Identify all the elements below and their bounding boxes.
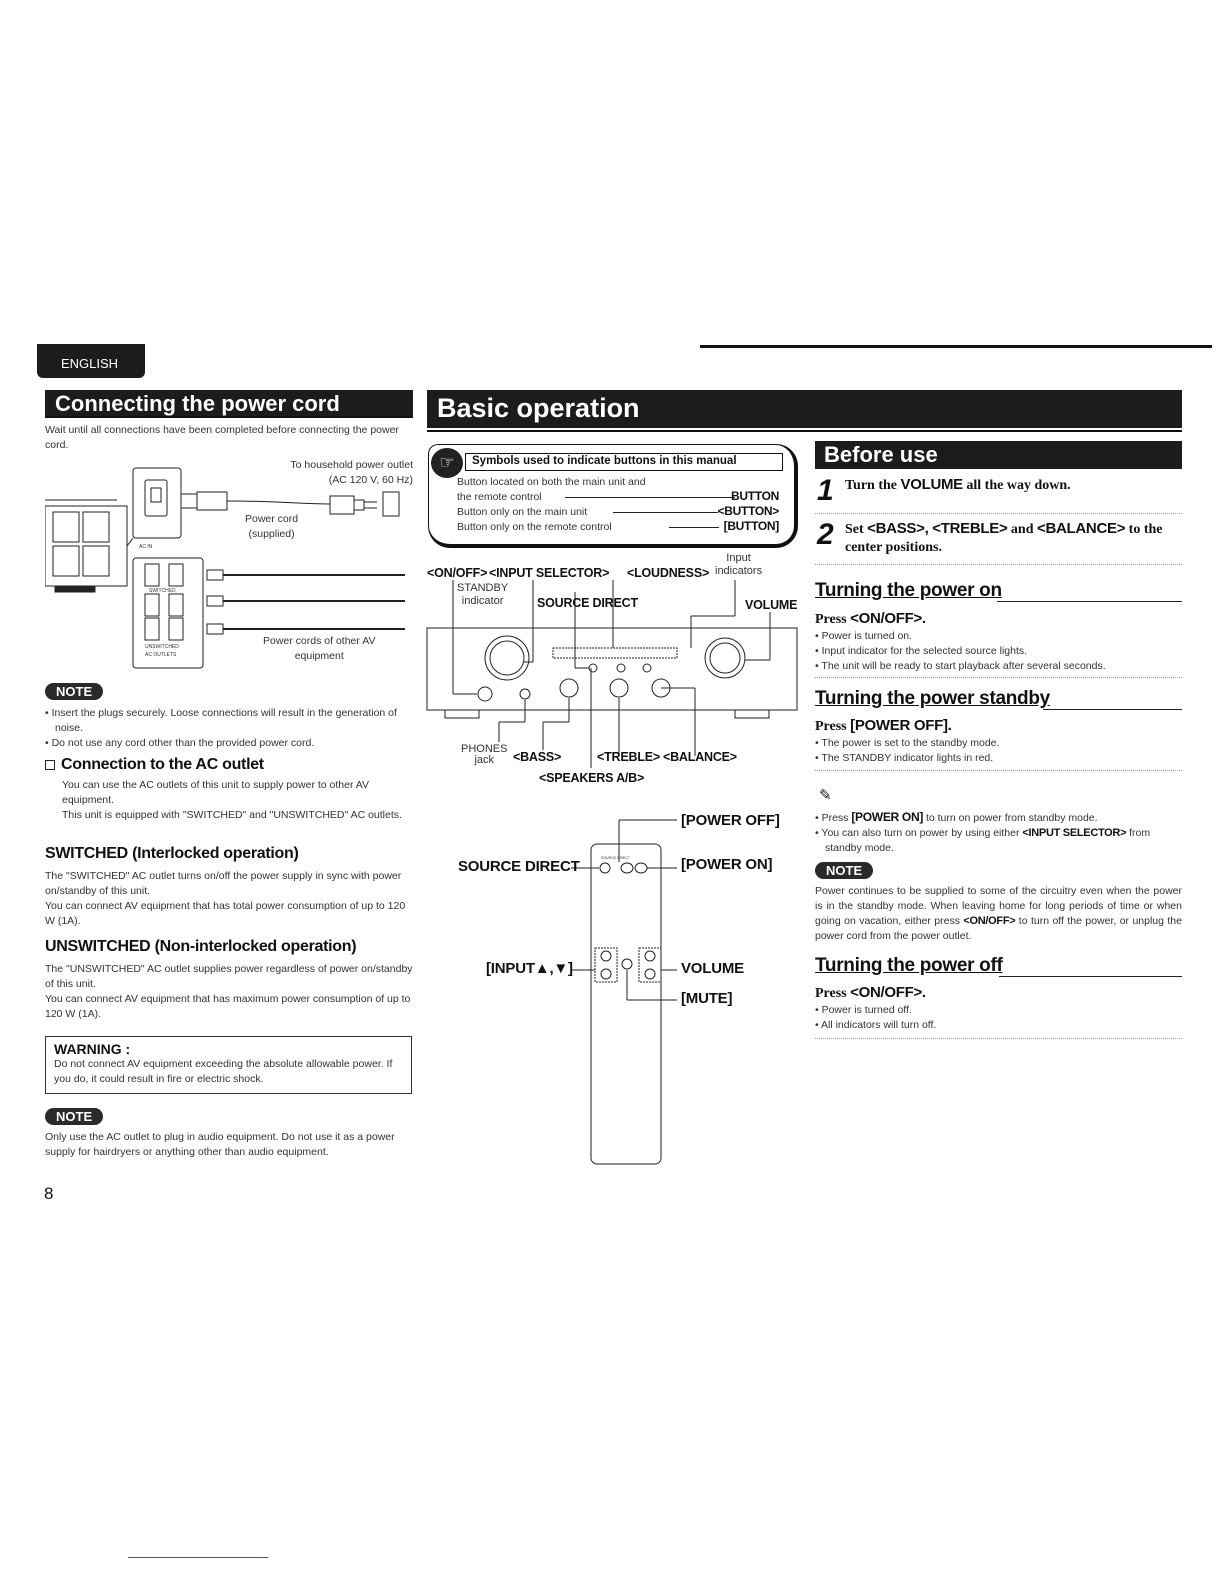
ac-outlet-section: [45, 756, 415, 823]
warning-text: Do not connect AV equipment exceeding the absolute allowable power. If you do, it could result in fire or electric shock.: [54, 1058, 393, 1085]
standby-line1: STANDBY: [457, 582, 509, 594]
step-1-text-c: all the way down.: [962, 478, 1071, 493]
step-2-text-d: <BALANCE>: [1037, 520, 1126, 537]
warning-box: [45, 1036, 412, 1094]
unswitched-title: UNSWITCHED (Non-interlocked operation): [45, 938, 357, 955]
unswitched-tag: UNSWITCHED: [145, 644, 179, 650]
section-title-power-cord: [45, 390, 413, 418]
memo-item-1-a: Press: [821, 812, 852, 824]
switched-tag: SWITCHED: [149, 588, 176, 594]
switched-p2: You can connect AV equipment that has total power consumption of up to 120 W (1A).: [45, 900, 406, 927]
note-2: [45, 1108, 415, 1160]
ac-outlet-p1: You can use the AC outlets of this unit to supply power to other AV equipment.: [62, 779, 370, 806]
memo-list: [815, 810, 1182, 856]
page-number: 8: [44, 1184, 54, 1203]
input-indicators-label: [715, 552, 762, 578]
memo-item-2-b: <INPUT SELECTOR>: [1022, 827, 1127, 839]
right-note-badge: NOTE: [815, 862, 873, 879]
ac-in-tag: AC IN: [139, 544, 153, 550]
step-2: [815, 518, 1182, 562]
switched-title: SWITCHED (Interlocked operation): [45, 845, 299, 862]
language-tab-label: ENGLISH: [61, 356, 119, 371]
input-indicators-line2: indicators: [715, 565, 763, 577]
symbols-row3: Button only on the remote control: [457, 521, 612, 533]
right-note-text-b: <ON/OFF>: [963, 915, 1016, 927]
power-off-press-b: <ON/OFF>.: [850, 984, 926, 1001]
arrow-line: [669, 527, 719, 528]
power-on-item: • Power is turned on.: [815, 629, 1182, 644]
standby-indicator-label: [457, 582, 508, 608]
input-indicators-line1: Input: [726, 552, 751, 564]
symbols-row1-a: Button located on both the main unit and: [457, 476, 646, 488]
household-outlet-line2: (AC 120 V, 60 Hz): [328, 474, 413, 486]
household-outlet-line1: To household power outlet: [290, 459, 413, 471]
memo-section: [815, 786, 1182, 856]
standby-press-a: Press: [815, 719, 851, 734]
standby-rule: [1043, 709, 1182, 710]
source-direct-label: SOURCE DIRECT: [537, 596, 638, 610]
standby-line2: indicator: [461, 595, 504, 607]
power-off-title: Turning the power off: [815, 955, 1003, 976]
other-cords-line1: Power cords of other AV: [263, 635, 376, 647]
ac-outlets-tag: AC OUTLETS: [145, 652, 177, 658]
right-note-text-c: to turn off the power, or unplug the power cord from the power outlet.: [815, 915, 1182, 942]
power-off-rule: [999, 976, 1182, 977]
remote-source-direct-tag: SOURCE DIRECT: [601, 856, 630, 860]
power-off-section: [815, 955, 1182, 1033]
other-cords-line2: equipment: [294, 650, 344, 662]
right-note: [815, 862, 1182, 944]
symbols-rows: [457, 475, 777, 535]
standby-item: • The power is set to the standby mode.: [815, 736, 1182, 751]
memo-item-1-b: [POWER ON]: [851, 810, 924, 824]
symbols-title-bar: [465, 453, 783, 471]
memo-item-2: [815, 826, 1182, 856]
front-panel-diagram: [425, 552, 800, 792]
power-cord-title: Connecting the power cord: [55, 391, 340, 416]
step-divider: [815, 513, 1182, 514]
phones-line2: jack: [474, 754, 495, 766]
standby-list: [815, 736, 1182, 766]
household-outlet-label: [290, 458, 413, 488]
step-1-text: [845, 476, 1071, 494]
memo-item-2-a: You can also turn on power by using either: [821, 827, 1023, 839]
power-on-list: [815, 629, 1182, 674]
warning-title: WARNING :: [54, 1041, 131, 1057]
power-off-list: [815, 1003, 1182, 1033]
symbols-row1-value: BUTTON: [731, 489, 779, 503]
section-title-basic-operation: [427, 390, 1182, 428]
arrow-line: [613, 512, 718, 513]
speakers-label: <SPEAKERS A/B>: [539, 771, 645, 785]
ac-outlet-p2: This unit is equipped with "SWITCHED" and "UNSWITCHED" AC outlets.: [62, 809, 402, 821]
power-off-item: • All indicators will turn off.: [815, 1018, 1182, 1033]
loudness-label: <LOUDNESS>: [627, 566, 710, 580]
step-2-text-c: and: [1007, 522, 1037, 537]
switched-p1: The "SWITCHED" AC outlet turns on/off the power supply in sync with power on/standby of this unit.: [45, 870, 402, 897]
step-1-number: 1: [817, 474, 834, 507]
bass-label: <BASS>: [513, 750, 562, 764]
power-on-press-a: Press: [815, 612, 851, 627]
treble-label: <TREBLE>: [597, 750, 660, 764]
standby-item: • The STANDBY indicator lights in red.: [815, 751, 1182, 766]
section-divider: [815, 677, 1182, 678]
power-off-item: • Power is turned off.: [815, 1003, 1182, 1018]
note-1-badge: NOTE: [45, 683, 103, 700]
remote-power-off-label: [POWER OFF]: [681, 812, 780, 829]
step-2-text-f: center positions.: [845, 540, 942, 555]
symbols-title: Symbols used to indicate buttons in this manual: [472, 455, 737, 467]
step-1-text-a: Turn the: [845, 478, 901, 493]
arrow-line: [565, 497, 735, 498]
section-divider: [815, 770, 1182, 771]
pencil-icon: ✎: [819, 787, 832, 804]
standby-press-b: [POWER OFF].: [850, 717, 952, 734]
step-2-number: 2: [817, 518, 834, 551]
symbols-row1-b: the remote control: [457, 491, 542, 503]
right-note-text-a: Power continues to be supplied to some of the circuitry even when the power is in the standby mode. When leaving home for long periods of time or when going on vacation, either press: [815, 885, 1182, 927]
remote-power-on-label: [POWER ON]: [681, 856, 773, 873]
remote-diagram: [455, 806, 785, 1168]
remote-input-label: [INPUT▲,▼]: [486, 960, 573, 977]
unswitched-p1: The "UNSWITCHED" AC outlet supplies power regardless of power on/standby of this unit.: [45, 963, 413, 990]
balance-label: <BALANCE>: [663, 750, 737, 764]
symbols-row3-value: [BUTTON]: [723, 519, 779, 533]
input-selector-label: <INPUT SELECTOR>: [489, 566, 610, 580]
ac-outlet-title: Connection to the AC outlet: [61, 756, 264, 773]
power-on-press: [815, 610, 1182, 628]
switched-section: [45, 845, 415, 929]
memo-item-1: [815, 810, 1182, 826]
unswitched-section: [45, 938, 415, 1022]
before-use-title: Before use: [824, 442, 938, 467]
standby-section: [815, 688, 1182, 766]
power-on-press-b: <ON/OFF>.: [850, 610, 926, 627]
symbols-box: [428, 444, 798, 548]
checkbox-icon: [45, 760, 55, 770]
before-use-title-bar: [815, 441, 1182, 469]
unswitched-p2: You can connect AV equipment that has maximum power consumption of up to 120 W (1A).: [45, 993, 411, 1020]
standby-press: [815, 717, 1182, 735]
volume-label: VOLUME: [745, 598, 798, 612]
power-off-press-a: Press: [815, 986, 851, 1001]
power-cord-line1: Power cord: [245, 513, 299, 525]
step-2-text-a: Set: [845, 522, 868, 537]
phones-jack-label: [461, 744, 507, 766]
remote-source-direct-label: SOURCE DIRECT: [458, 858, 580, 875]
power-off-press: [815, 984, 1182, 1002]
power-cord-intro: Wait until all connections have been completed before connecting the power cord.: [45, 424, 399, 451]
phones-line1: PHONES: [461, 743, 508, 755]
on-off-label: <ON/OFF>: [427, 566, 488, 580]
right-note-text: [815, 884, 1182, 944]
footer-link-rule: [128, 1557, 268, 1558]
power-on-item: • Input indicator for the selected source lights.: [815, 644, 1182, 659]
symbols-row2-value: <BUTTON>: [717, 504, 779, 518]
remote-volume-label: VOLUME: [681, 960, 744, 977]
power-on-section: [815, 580, 1182, 674]
remote-mute-label: [MUTE]: [681, 990, 733, 1007]
basic-operation-underline: [427, 430, 1182, 432]
basic-operation-title: Basic operation: [437, 393, 640, 423]
step-2-text-e: to the: [1125, 522, 1163, 537]
note-1-item: • Do not use any cord other than the provided power cord.: [45, 736, 415, 751]
note-1-list: [45, 706, 415, 751]
power-cord-diagram: [45, 456, 415, 671]
step-2-text: [845, 520, 1162, 557]
power-cord-label: [245, 512, 298, 542]
power-on-title: Turning the power on: [815, 580, 1002, 601]
power-on-rule: [997, 601, 1182, 602]
step-2-text-b: <BASS>, <TREBLE>: [867, 520, 1008, 537]
memo-item-2-c: from standby mode.: [825, 827, 1151, 854]
other-cords-label: [263, 634, 375, 664]
note-1: [45, 683, 415, 751]
note-2-badge: NOTE: [45, 1108, 103, 1125]
step-1-text-b: VOLUME: [900, 476, 963, 493]
symbols-row2: Button only on the main unit: [457, 506, 588, 518]
standby-title: Turning the power standby: [815, 688, 1050, 709]
top-rule: [700, 345, 1212, 348]
language-tab: [37, 344, 145, 378]
section-divider: [815, 1038, 1182, 1039]
note-2-text: Only use the AC outlet to plug in audio equipment. Do not use it as a power supply for hairdryers or anything other than audio equipment.: [45, 1131, 395, 1158]
step-1: [815, 474, 1182, 514]
note-1-item: • Insert the plugs securely. Loose connections will result in the generation of noise.: [45, 706, 415, 736]
power-on-item: • The unit will be ready to start playback after several seconds.: [815, 659, 1182, 674]
pointing-hand-icon: ☞: [431, 448, 463, 478]
memo-item-1-c: to turn on power from standby mode.: [923, 812, 1098, 824]
step-divider: [815, 564, 1182, 565]
power-cord-line2: (supplied): [248, 528, 295, 540]
